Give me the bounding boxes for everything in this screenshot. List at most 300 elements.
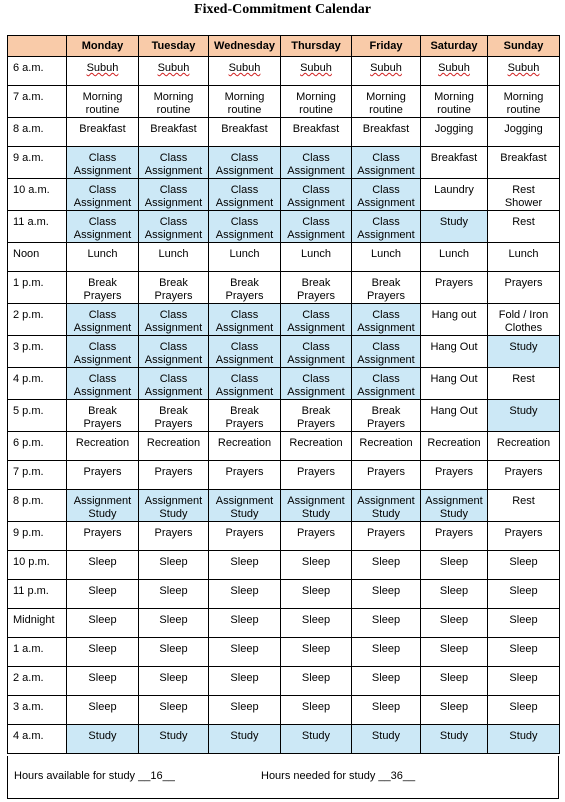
cell-text: Sleep (371, 672, 401, 684)
time-slot: 3 a.m. (8, 696, 67, 725)
schedule-cell (281, 400, 352, 432)
cell-text: Prayers (435, 277, 473, 289)
cell-text: Break (230, 405, 259, 417)
cell-text: Sleep (159, 556, 188, 568)
schedule-cell (139, 522, 209, 551)
schedule-cell (139, 400, 209, 432)
hours-available: Hours available for study __16__ (14, 770, 175, 782)
cell-text: Assignment (144, 197, 203, 209)
cell-text: Prayers (225, 527, 264, 539)
cell-text: routine (369, 104, 403, 116)
cell-text: Rest (512, 495, 535, 507)
cell-text: Assignment (287, 229, 345, 241)
schedule-cell (281, 336, 352, 368)
schedule-cell (209, 725, 281, 754)
cell-text: Sleep (230, 556, 259, 568)
schedule-cell (139, 638, 209, 667)
cell-text: Assignment (287, 495, 345, 507)
schedule-cell (209, 522, 281, 551)
schedule-cell (281, 461, 352, 490)
time-slot: 7 p.m. (8, 461, 67, 490)
table-row (8, 432, 560, 461)
cell-text: Sleep (509, 643, 538, 655)
schedule-cell (209, 211, 281, 243)
cell-text: Prayers (297, 418, 335, 430)
header-row (8, 36, 560, 57)
schedule-cell (281, 368, 352, 400)
day-header-monday: Monday (67, 36, 139, 57)
schedule-cell (209, 272, 281, 304)
schedule-cell (67, 522, 139, 551)
schedule-cell (139, 368, 209, 400)
cell-text: Recreation (75, 437, 130, 449)
time-slot: 6 p.m. (8, 432, 67, 461)
cell-text: Study (230, 508, 259, 520)
cell-text: Sleep (509, 585, 538, 597)
schedule-cell (281, 272, 352, 304)
cell-text: Morning (224, 91, 265, 103)
cell-text: Sleep (230, 672, 259, 684)
cell-text: Study (439, 216, 469, 228)
table-row (8, 638, 560, 667)
cell-text: Assignment (287, 197, 345, 209)
schedule-cell (67, 243, 139, 272)
schedule-cell (488, 551, 560, 580)
time-slot: 8 p.m. (8, 490, 67, 522)
cell-text: Sleep (301, 643, 331, 655)
cell-text: Assignment (215, 386, 274, 398)
schedule-cell (488, 638, 560, 667)
schedule-cell (139, 490, 209, 522)
cell-text: Class (88, 373, 117, 385)
schedule-cell (488, 490, 560, 522)
schedule-cell (209, 696, 281, 725)
cell-text: routine (156, 104, 191, 116)
cell-text: Lunch (158, 248, 189, 260)
schedule-cell (488, 609, 560, 638)
schedule-cell (352, 86, 421, 118)
cell-text: Subuh (157, 62, 190, 74)
corner-cell (8, 36, 67, 57)
cell-text: Class (230, 152, 259, 164)
cell-text: Breakfast (150, 123, 197, 135)
cell-text: Sleep (88, 643, 117, 655)
table-row (8, 147, 560, 179)
schedule-cell (139, 580, 209, 609)
cell-text: Lunch (87, 248, 118, 260)
time-slot: 4 p.m. (8, 368, 67, 400)
schedule-cell (352, 696, 421, 725)
table-row (8, 272, 560, 304)
schedule-cell (352, 147, 421, 179)
schedule-cell (281, 580, 352, 609)
cell-text: Assignment (357, 354, 415, 366)
schedule-cell (352, 551, 421, 580)
cell-text: Breakfast (430, 152, 478, 164)
schedule-cell (139, 725, 209, 754)
schedule-cell (209, 609, 281, 638)
schedule-cell (488, 725, 560, 754)
cell-text: Sleep (509, 614, 538, 626)
cell-text: Prayers (83, 290, 122, 302)
schedule-cell (488, 368, 560, 400)
cell-text: Class (159, 341, 188, 353)
cell-text: Breakfast (221, 123, 268, 135)
schedule-cell (67, 400, 139, 432)
schedule-cell (421, 86, 488, 118)
cell-text: Morning (153, 91, 194, 103)
schedule-cell (488, 118, 560, 147)
cell-text: Sleep (509, 672, 538, 684)
cell-text: Break (301, 405, 331, 417)
schedule-cell (209, 86, 281, 118)
schedule-cell (352, 304, 421, 336)
cell-text: Jogging (434, 123, 474, 135)
cell-text: Recreation (496, 437, 551, 449)
cell-text: Assignment (73, 354, 132, 366)
cell-text: Sleep (371, 643, 401, 655)
time-slot: 7 a.m. (8, 86, 67, 118)
schedule-cell (67, 211, 139, 243)
schedule-cell (67, 638, 139, 667)
schedule-cell (67, 461, 139, 490)
cell-text: Recreation (427, 437, 481, 449)
cell-text: Prayers (504, 466, 543, 478)
cell-text: Morning (503, 91, 544, 103)
cell-text: Prayers (154, 418, 193, 430)
cell-text: Study (88, 508, 117, 520)
cell-text: Sleep (439, 672, 469, 684)
schedule-cell (421, 551, 488, 580)
cell-text: Sleep (159, 614, 188, 626)
cell-text: Sleep (88, 672, 117, 684)
schedule-cell (209, 638, 281, 667)
table-row (8, 551, 560, 580)
time-slot: 10 a.m. (8, 179, 67, 211)
schedule-cell (281, 725, 352, 754)
cell-text: Lunch (439, 248, 469, 260)
schedule-cell (139, 336, 209, 368)
schedule-cell (352, 490, 421, 522)
cell-text: Prayers (504, 527, 543, 539)
table-row (8, 118, 560, 147)
cell-text: Sleep (301, 585, 331, 597)
cell-text: Class (372, 152, 400, 164)
schedule-cell (352, 609, 421, 638)
cell-text: Study (230, 730, 259, 742)
cell-text: Prayers (225, 290, 264, 302)
schedule-cell (281, 57, 352, 86)
schedule-cell (209, 179, 281, 211)
schedule-cell (139, 667, 209, 696)
schedule-cell (67, 179, 139, 211)
schedule-cell (209, 432, 281, 461)
schedule-cell (488, 272, 560, 304)
cell-text: Subuh (228, 62, 261, 74)
cell-text: Prayers (367, 466, 405, 478)
schedule-cell (421, 147, 488, 179)
schedule-cell (139, 272, 209, 304)
schedule-cell (421, 696, 488, 725)
cell-text: Sleep (301, 614, 331, 626)
schedule-cell (67, 368, 139, 400)
time-slot: 10 p.m. (8, 551, 67, 580)
day-header-friday: Friday (352, 36, 421, 57)
cell-text: Morning (296, 91, 336, 103)
cell-text: Lunch (508, 248, 539, 260)
schedule-cell (421, 667, 488, 696)
schedule-cell (139, 211, 209, 243)
schedule-cell (421, 461, 488, 490)
cell-text: Breakfast (79, 123, 126, 135)
schedule-cell (488, 211, 560, 243)
table-row (8, 667, 560, 696)
schedule-cell (421, 179, 488, 211)
cell-text: Break (371, 277, 401, 289)
cell-text: Study (371, 508, 401, 520)
schedule-cell (352, 667, 421, 696)
cell-text: Assignment (287, 165, 345, 177)
cell-text: Morning (366, 91, 406, 103)
schedule-cell (281, 86, 352, 118)
cell-text: Prayers (367, 527, 405, 539)
cell-text: Prayers (435, 466, 473, 478)
schedule-cell (421, 609, 488, 638)
schedule-cell (281, 667, 352, 696)
cell-text: Sleep (230, 643, 259, 655)
schedule-cell (352, 179, 421, 211)
cell-text: Class (88, 184, 117, 196)
cell-text: Class (88, 216, 117, 228)
schedule-cell (139, 304, 209, 336)
cell-text: Sleep (301, 701, 331, 713)
schedule-cell (352, 580, 421, 609)
schedule-cell (352, 368, 421, 400)
schedule-cell (67, 147, 139, 179)
schedule-cell (67, 118, 139, 147)
cell-text: Sleep (439, 614, 469, 626)
cell-text: Class (159, 152, 188, 164)
schedule-cell (67, 551, 139, 580)
cell-text: Sleep (439, 585, 469, 597)
table-row (8, 243, 560, 272)
cell-text: Breakfast (500, 152, 547, 164)
schedule-cell (139, 551, 209, 580)
schedule-cell (139, 243, 209, 272)
schedule-cell (209, 368, 281, 400)
schedule-cell (421, 725, 488, 754)
schedule-cell (67, 432, 139, 461)
table-row (8, 368, 560, 400)
schedule-cell (67, 609, 139, 638)
cell-text: Break (230, 277, 259, 289)
cell-text: Assignment (357, 165, 415, 177)
schedule-cell (488, 400, 560, 432)
schedule-cell (421, 211, 488, 243)
cell-text: Jogging (504, 123, 543, 135)
schedule-cell (421, 57, 488, 86)
cell-text: Class (372, 309, 400, 321)
schedule-cell (281, 638, 352, 667)
schedule-cell (421, 336, 488, 368)
cell-text: Class (372, 341, 400, 353)
cell-text: Sleep (439, 701, 469, 713)
schedule-cell (488, 179, 560, 211)
cell-text: Assignment (357, 229, 415, 241)
schedule-cell (488, 522, 560, 551)
cell-text: Prayers (367, 418, 405, 430)
cell-text: Assignment (287, 386, 345, 398)
table-row (8, 522, 560, 551)
cell-text: Class (372, 216, 400, 228)
schedule-cell (352, 243, 421, 272)
cell-text: Class (302, 216, 330, 228)
cell-text: Hang Out (430, 405, 478, 417)
page-title: Fixed-Commitment Calendar (194, 2, 371, 17)
cell-text: Study (301, 508, 331, 520)
schedule-cell (67, 696, 139, 725)
cell-text: Assignment (287, 354, 345, 366)
cell-text: Assignment (73, 386, 132, 398)
cell-text: Assignment (215, 229, 274, 241)
cell-text: Prayers (504, 277, 543, 289)
cell-text: Prayers (154, 466, 193, 478)
day-header-thursday: Thursday (281, 36, 352, 57)
cell-text: Prayers (83, 527, 122, 539)
cell-text: Breakfast (292, 123, 340, 135)
cell-text: Sleep (230, 614, 259, 626)
table-row (8, 609, 560, 638)
cell-text: Breakfast (362, 123, 410, 135)
day-header-tuesday: Tuesday (139, 36, 209, 57)
table-row (8, 696, 560, 725)
schedule-cell (209, 118, 281, 147)
cell-text: Hang Out (430, 373, 478, 385)
time-slot: 11 a.m. (8, 211, 67, 243)
schedule-cell (352, 211, 421, 243)
cell-text: Sleep (301, 556, 331, 568)
cell-text: Assignment (73, 495, 132, 507)
time-slot: Midnight (8, 609, 67, 638)
schedule-cell (352, 57, 421, 86)
cell-text: Study (509, 730, 538, 742)
cell-text: Class (159, 216, 188, 228)
cell-text: Sleep (230, 585, 259, 597)
schedule-cell (281, 696, 352, 725)
schedule-cell (488, 461, 560, 490)
cell-text: Class (159, 184, 188, 196)
schedule-cell (421, 272, 488, 304)
time-slot: 6 a.m. (8, 57, 67, 86)
cell-text: Class (302, 152, 330, 164)
cell-text: Class (159, 373, 188, 385)
schedule-cell (421, 368, 488, 400)
time-slot: 8 a.m. (8, 118, 67, 147)
table-row (8, 336, 560, 368)
cell-text: Sleep (88, 614, 117, 626)
schedule-cell (209, 551, 281, 580)
schedule-cell (67, 725, 139, 754)
cell-text: Fold / Iron (498, 309, 549, 321)
schedule-cell (281, 179, 352, 211)
time-slot: Noon (8, 243, 67, 272)
schedule-cell (421, 432, 488, 461)
time-slot: 2 a.m. (8, 667, 67, 696)
schedule-cell (67, 86, 139, 118)
cell-text: Break (159, 277, 188, 289)
cell-text: Assignment (73, 322, 132, 334)
schedule-cell (209, 580, 281, 609)
schedule-cell (281, 243, 352, 272)
cell-text: Assignment (144, 322, 203, 334)
schedule-cell (421, 400, 488, 432)
cell-text: Assignment (144, 354, 203, 366)
cell-text: Sleep (88, 556, 117, 568)
hours-needed: Hours needed for study __36__ (261, 770, 416, 782)
cell-text: Sleep (159, 672, 188, 684)
cell-text: Study (509, 405, 538, 417)
cell-text: Rest (512, 216, 535, 228)
schedule-cell (139, 57, 209, 86)
cell-text: Hang out (431, 309, 477, 321)
cell-text: Break (371, 405, 401, 417)
cell-text: Sleep (230, 701, 259, 713)
time-slot: 5 p.m. (8, 400, 67, 432)
schedule-cell (67, 490, 139, 522)
schedule-cell (352, 118, 421, 147)
cell-text: Class (302, 184, 330, 196)
schedule-cell (352, 725, 421, 754)
cell-text: Assignment (73, 197, 132, 209)
cell-text: routine (85, 104, 120, 116)
schedule-cell (139, 432, 209, 461)
cell-text: routine (506, 104, 541, 116)
cell-text: Prayers (225, 418, 264, 430)
schedule-cell (488, 336, 560, 368)
cell-text: Prayers (83, 418, 122, 430)
schedule-cell (139, 147, 209, 179)
schedule-cell (281, 490, 352, 522)
schedule-cell (281, 304, 352, 336)
cell-text: Rest (512, 373, 535, 385)
cell-text: Subuh (438, 62, 470, 74)
table-row (8, 57, 560, 86)
cell-text: Assignment (215, 322, 274, 334)
cell-text: routine (227, 104, 262, 116)
schedule-cell (139, 461, 209, 490)
cell-text: Class (230, 216, 259, 228)
time-slot: 4 a.m. (8, 725, 67, 754)
schedule-cell (67, 57, 139, 86)
table-row (8, 490, 560, 522)
cell-text: Recreation (217, 437, 272, 449)
cell-text: Morning (82, 91, 123, 103)
schedule-cell (139, 86, 209, 118)
time-slot: 2 p.m. (8, 304, 67, 336)
cell-text: Assignment (73, 165, 132, 177)
cell-text: Prayers (297, 527, 335, 539)
calendar-table (7, 35, 560, 754)
schedule-cell (352, 400, 421, 432)
cell-text: Class (372, 184, 400, 196)
cell-text: Subuh (507, 62, 540, 74)
cell-text: Subuh (300, 62, 332, 74)
time-slot: 1 a.m. (8, 638, 67, 667)
cell-text: Prayers (435, 527, 473, 539)
schedule-cell (488, 86, 560, 118)
schedule-cell (488, 304, 560, 336)
cell-text: Sleep (371, 701, 401, 713)
